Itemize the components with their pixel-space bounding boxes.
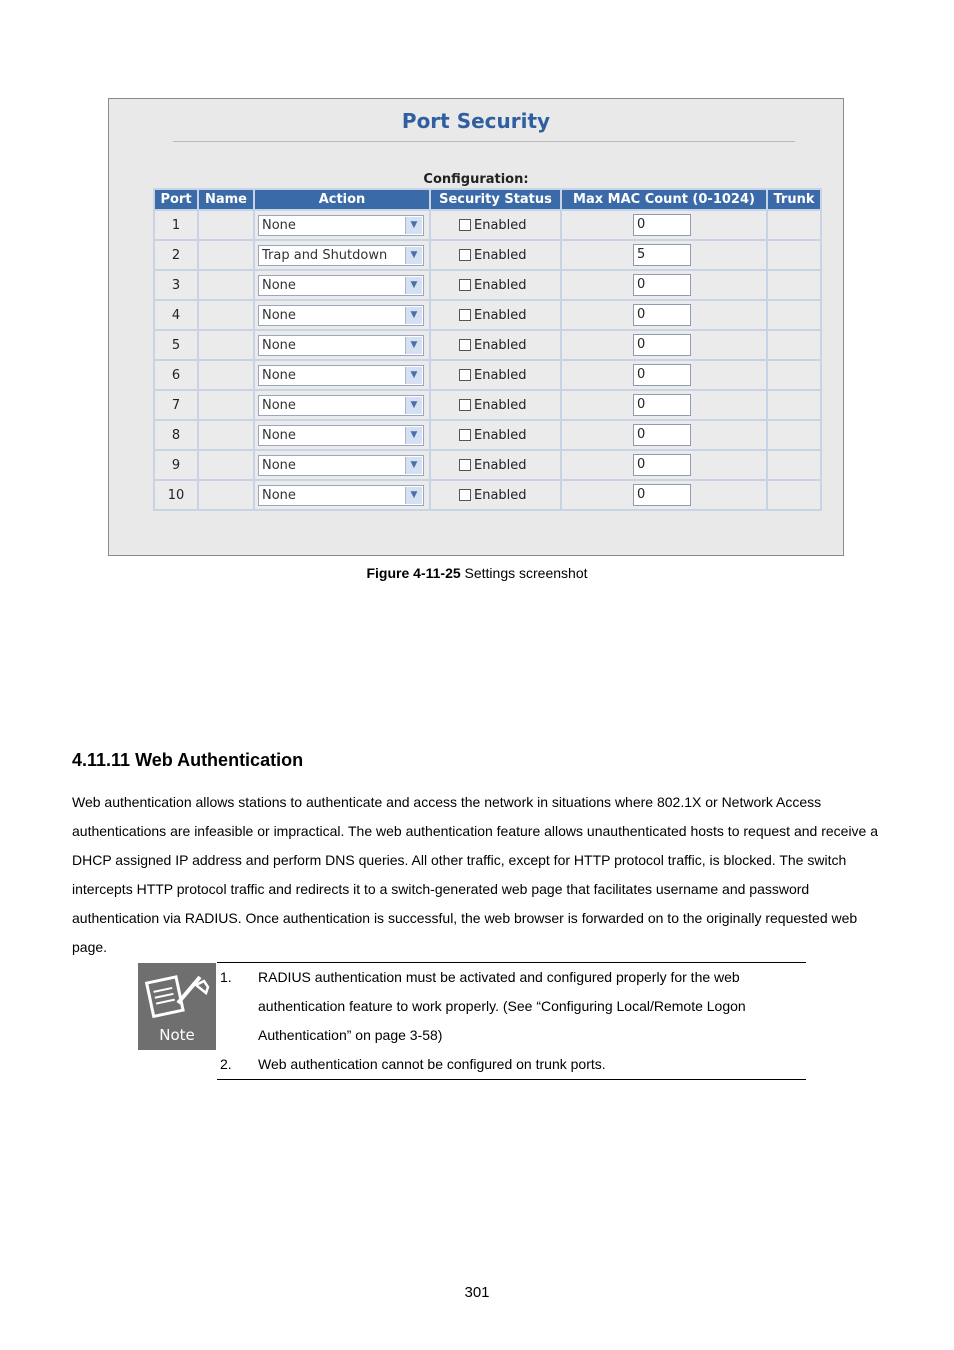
enabled-label: Enabled: [474, 337, 527, 353]
security-status-cell: [431, 391, 560, 419]
port-cell: 2: [155, 241, 197, 269]
security-status-cell: [431, 211, 560, 239]
action-cell: [255, 301, 429, 329]
trunk-cell: [768, 331, 820, 359]
action-select[interactable]: [258, 335, 424, 356]
port-security-table: [153, 188, 822, 511]
max-mac-cell: [562, 421, 766, 449]
name-cell: [199, 421, 253, 449]
name-cell: [199, 481, 253, 509]
port-security-screenshot: [108, 98, 844, 556]
header-security-status: Security Status: [431, 190, 560, 209]
trunk-cell: [768, 361, 820, 389]
note-item-number: 1.: [220, 969, 232, 985]
trunk-cell: [768, 451, 820, 479]
name-cell: [199, 451, 253, 479]
chevron-down-icon[interactable]: ▼: [405, 367, 422, 384]
figure-caption: [0, 565, 954, 581]
header-trunk: Trunk: [768, 190, 820, 209]
name-cell: [199, 271, 253, 299]
page-number: 301: [464, 1284, 490, 1301]
trunk-cell: [768, 481, 820, 509]
header-name: Name: [199, 190, 253, 209]
action-select-value: None: [262, 457, 296, 473]
action-select[interactable]: [258, 485, 424, 506]
note-icon: [138, 963, 216, 1050]
chevron-down-icon[interactable]: ▼: [405, 277, 422, 294]
action-select-value: None: [262, 277, 296, 293]
security-status-cell: [431, 331, 560, 359]
table-row: [155, 421, 820, 449]
name-cell: [199, 361, 253, 389]
port-cell: 4: [155, 301, 197, 329]
notepad-pencil-icon: [138, 963, 216, 1023]
max-mac-count-input[interactable]: 5: [633, 244, 691, 266]
trunk-cell: [768, 421, 820, 449]
port-cell: 1: [155, 211, 197, 239]
chevron-down-icon[interactable]: ▼: [405, 217, 422, 234]
panel-title: Port Security: [401, 109, 551, 133]
note-box: [217, 962, 806, 1080]
port-cell: 8: [155, 421, 197, 449]
action-select-value: None: [262, 427, 296, 443]
name-cell: [199, 241, 253, 269]
table-row: [155, 361, 820, 389]
max-mac-count-input[interactable]: 0: [633, 364, 691, 386]
section-heading: 4.11.11 Web Authentication: [72, 750, 304, 770]
security-status-cell: [431, 271, 560, 299]
name-cell: [199, 211, 253, 239]
trunk-cell: [768, 241, 820, 269]
action-select[interactable]: [258, 215, 424, 236]
max-mac-cell: [562, 391, 766, 419]
port-cell: 9: [155, 451, 197, 479]
enabled-label: Enabled: [474, 217, 527, 233]
max-mac-count-input[interactable]: 0: [633, 454, 691, 476]
trunk-cell: [768, 391, 820, 419]
max-mac-cell: [562, 361, 766, 389]
security-status-cell: [431, 451, 560, 479]
max-mac-cell: [562, 301, 766, 329]
enabled-checkbox[interactable]: [459, 399, 471, 411]
table-row: [155, 211, 820, 239]
action-select-value: None: [262, 307, 296, 323]
action-select[interactable]: [258, 395, 424, 416]
enabled-label: Enabled: [474, 487, 527, 503]
max-mac-cell: [562, 481, 766, 509]
action-cell: [255, 391, 429, 419]
chevron-down-icon[interactable]: ▼: [405, 457, 422, 474]
enabled-checkbox[interactable]: [459, 369, 471, 381]
chevron-down-icon[interactable]: ▼: [405, 307, 422, 324]
caption-text: Settings screenshot: [460, 565, 588, 581]
security-status-cell: [431, 241, 560, 269]
action-cell: [255, 421, 429, 449]
security-status-cell: [431, 361, 560, 389]
action-select-value: None: [262, 367, 296, 383]
enabled-checkbox[interactable]: [459, 219, 471, 231]
port-cell: 5: [155, 331, 197, 359]
port-cell: 10: [155, 481, 197, 509]
chevron-down-icon[interactable]: ▼: [405, 397, 422, 414]
chevron-down-icon[interactable]: ▼: [405, 337, 422, 354]
note-item-number: 2.: [220, 1056, 232, 1072]
max-mac-count-input[interactable]: 0: [633, 394, 691, 416]
action-select-value: None: [262, 397, 296, 413]
max-mac-count-input[interactable]: 0: [633, 484, 691, 506]
chevron-down-icon[interactable]: ▼: [405, 487, 422, 504]
header-port: Port: [155, 190, 197, 209]
action-select[interactable]: [258, 305, 424, 326]
table-row: [155, 331, 820, 359]
enabled-checkbox[interactable]: [459, 429, 471, 441]
security-status-cell: [431, 481, 560, 509]
chevron-down-icon[interactable]: ▼: [405, 427, 422, 444]
enabled-label: Enabled: [474, 427, 527, 443]
max-mac-count-input[interactable]: 0: [633, 214, 691, 236]
table-row: [155, 481, 820, 509]
enabled-checkbox[interactable]: [459, 249, 471, 261]
name-cell: [199, 331, 253, 359]
security-status-cell: [431, 421, 560, 449]
enabled-label: Enabled: [474, 397, 527, 413]
action-select[interactable]: [258, 275, 424, 296]
max-mac-count-input[interactable]: 0: [633, 424, 691, 446]
enabled-checkbox[interactable]: [459, 489, 471, 501]
max-mac-count-input[interactable]: 0: [633, 304, 691, 326]
enabled-label: Enabled: [474, 277, 527, 293]
max-mac-cell: [562, 211, 766, 239]
table-row: [155, 241, 820, 269]
table-row: [155, 451, 820, 479]
max-mac-count-input[interactable]: 0: [633, 274, 691, 296]
title-divider: [173, 141, 795, 142]
trunk-cell: [768, 301, 820, 329]
enabled-label: Enabled: [474, 457, 527, 473]
header-max-mac-count: Max MAC Count (0-1024): [562, 190, 766, 209]
configuration-label: Configuration:: [423, 172, 529, 187]
enabled-label: Enabled: [474, 307, 527, 323]
action-cell: [255, 211, 429, 239]
action-cell: [255, 481, 429, 509]
name-cell: [199, 301, 253, 329]
action-select[interactable]: [258, 425, 424, 446]
table-row: [155, 391, 820, 419]
action-select[interactable]: [258, 245, 424, 266]
caption-label: Figure 4-11-25: [366, 565, 461, 581]
trunk-cell: [768, 211, 820, 239]
port-cell: 7: [155, 391, 197, 419]
enabled-checkbox[interactable]: [459, 279, 471, 291]
table-row: [155, 271, 820, 299]
action-select-value: None: [262, 217, 296, 233]
max-mac-cell: [562, 271, 766, 299]
header-action: Action: [255, 190, 429, 209]
action-cell: [255, 331, 429, 359]
security-status-cell: [431, 301, 560, 329]
note-label: Note: [159, 1026, 195, 1044]
max-mac-cell: [562, 241, 766, 269]
action-select[interactable]: [258, 365, 424, 386]
action-cell: [255, 361, 429, 389]
max-mac-cell: [562, 331, 766, 359]
chevron-down-icon[interactable]: ▼: [405, 247, 422, 264]
note-item-text: Web authentication cannot be configured on trunk ports.: [258, 1056, 606, 1072]
action-select-value: Trap and Shutdown: [262, 247, 388, 263]
max-mac-count-input[interactable]: 0: [633, 334, 691, 356]
max-mac-cell: [562, 451, 766, 479]
action-cell: [255, 241, 429, 269]
action-cell: [255, 451, 429, 479]
trunk-cell: [768, 271, 820, 299]
enabled-label: Enabled: [474, 367, 527, 383]
enabled-checkbox[interactable]: [459, 309, 471, 321]
port-cell: 6: [155, 361, 197, 389]
action-select[interactable]: [258, 455, 424, 476]
name-cell: [199, 391, 253, 419]
port-cell: 3: [155, 271, 197, 299]
section-paragraph: Web authentication allows stations to authenticate and access the network in situations where 802.1X or Network Access authentications are infeasible or impractical. The web authentication feature allows unauthenticated hosts to request and receive a DHCP assigned IP address and perform DNS queries. All other traffic, except for HTTP protocol traffic, is blocked. The switch intercepts HTTP protocol traffic and redirects it to a switch-generated web page that facilitates username and password authentication via RADIUS. Once authentication is successful, the web browser is forwarded on to the originally requested web page.: [72, 794, 879, 955]
action-cell: [255, 271, 429, 299]
enabled-label: Enabled: [474, 247, 527, 263]
action-select-value: None: [262, 337, 296, 353]
enabled-checkbox[interactable]: [459, 339, 471, 351]
enabled-checkbox[interactable]: [459, 459, 471, 471]
table-row: [155, 301, 820, 329]
note-item-text: RADIUS authentication must be activated and configured properly for the web authentication feature to work properly. (See “Configuring Local/Remote Logon Authentication” on page 3-58): [258, 969, 746, 1043]
action-select-value: None: [262, 487, 296, 503]
